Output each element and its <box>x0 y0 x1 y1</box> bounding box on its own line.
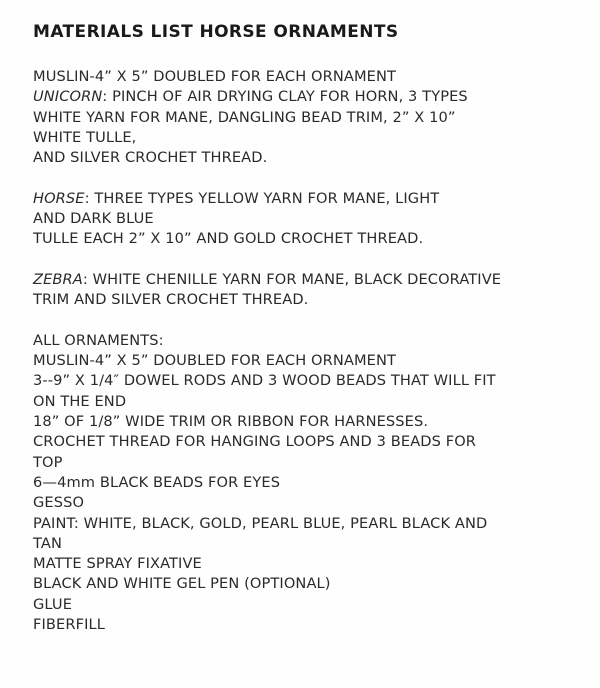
all-ornaments-item: TOP <box>33 453 63 471</box>
paragraph-gap <box>33 250 593 270</box>
unicorn-label: UNICORN <box>33 88 103 106</box>
unicorn-line-1-text: : PINCH OF AIR DRYING CLAY FOR HORN, 3 TYPES <box>102 88 468 106</box>
all-ornaments-item: FIBERFILL <box>33 616 105 634</box>
materials-list <box>33 67 593 635</box>
all-ornaments-item: BLACK AND WHITE GEL PEN (OPTIONAL) <box>33 575 331 593</box>
all-ornaments-item: GLUE <box>33 595 73 613</box>
unicorn-line-1 <box>33 87 593 107</box>
unicorn-line-4: AND SILVER CROCHET THREAD. <box>33 149 268 167</box>
all-ornaments-item: TAN <box>33 534 62 552</box>
all-ornaments-item: CROCHET THREAD FOR HANGING LOOPS AND 3 BEADS FOR <box>33 433 477 451</box>
all-ornaments-item: MUSLIN-4” X 5” DOUBLED FOR EACH ORNAMENT <box>33 352 396 370</box>
all-ornaments-item: 3--9” X 1/4″ DOWEL RODS AND 3 WOOD BEADS THAT WILL FIT <box>33 372 496 390</box>
all-ornaments-item: ON THE END <box>33 392 127 410</box>
unicorn-line-3: WHITE TULLE, <box>33 128 137 146</box>
all-ornaments-item: GESSO <box>33 494 85 512</box>
horse-line-1-text: : THREE TYPES YELLOW YARN FOR MANE, LIGHT <box>84 189 440 207</box>
zebra-line-1-text: : WHITE CHENILLE YARN FOR MANE, BLACK DECORATIVE <box>82 270 502 288</box>
unicorn-line-2: WHITE YARN FOR MANE, DANGLING BEAD TRIM, 2” X 10” <box>33 108 456 126</box>
zebra-line-1 <box>33 270 593 290</box>
all-ornaments-item: PAINT: WHITE, BLACK, GOLD, PEARL BLUE, PEARL BLACK AND <box>33 514 488 532</box>
paragraph-gap <box>33 311 593 331</box>
all-ornaments-item: 6—4mm BLACK BEADS FOR EYES <box>33 473 281 491</box>
paragraph-gap <box>33 168 593 188</box>
horse-label: HORSE <box>33 189 85 207</box>
all-ornaments-heading: ALL ORNAMENTS: <box>33 331 164 349</box>
horse-line-1 <box>33 189 593 209</box>
horse-line-2: AND DARK BLUE <box>33 210 154 228</box>
all-ornaments-item: MATTE SPRAY FIXATIVE <box>33 555 202 573</box>
horse-line-3: TULLE EACH 2” X 10” AND GOLD CROCHET THREAD. <box>33 230 424 248</box>
muslin-line: MUSLIN-4” X 5” DOUBLED FOR EACH ORNAMENT <box>33 68 396 85</box>
document-title: MATERIALS LIST HORSE ORNAMENTS <box>33 22 399 42</box>
zebra-line-2: TRIM AND SILVER CROCHET THREAD. <box>33 291 309 309</box>
zebra-label: ZEBRA <box>33 270 83 288</box>
all-ornaments-item: 18” OF 1/8” WIDE TRIM OR RIBBON FOR HARNESSES. <box>33 413 429 431</box>
